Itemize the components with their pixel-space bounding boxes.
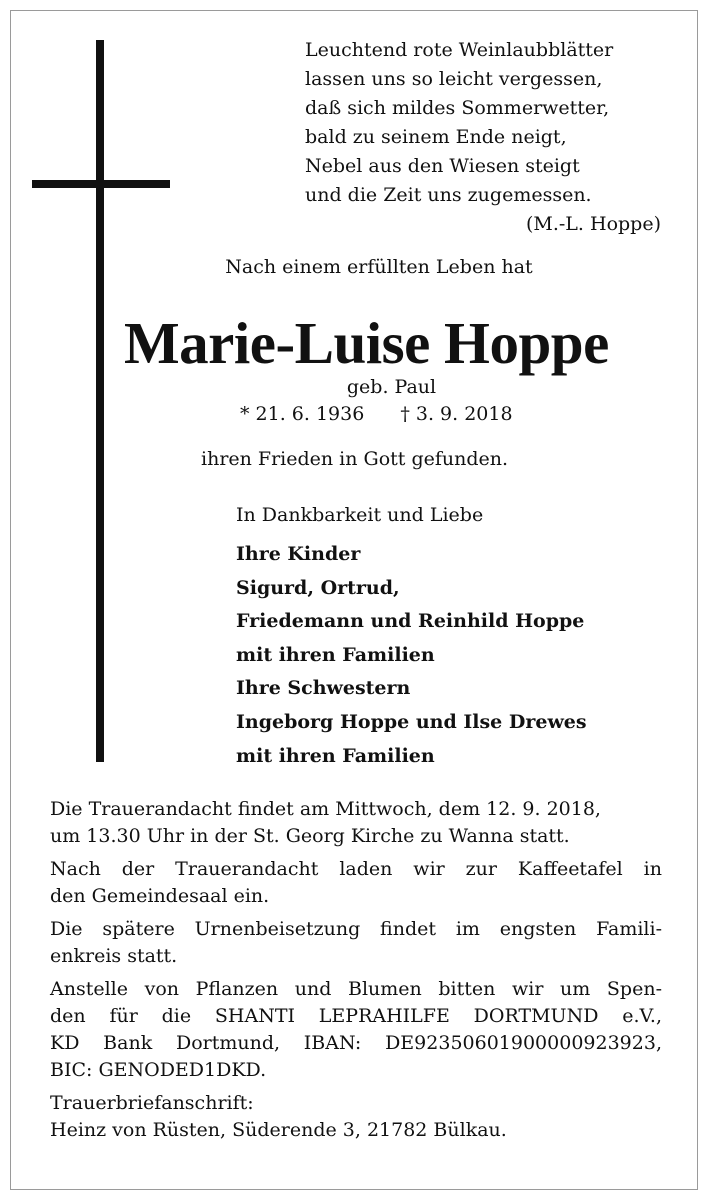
address-text: Heinz von Rüsten, Süderende 3, 21782 Bülkau. xyxy=(50,1119,507,1141)
service-paragraph xyxy=(50,796,662,850)
service-line: Die Trauerandacht findet am Mittwoch, dem 12. 9. 2018, xyxy=(50,798,601,820)
mourner-line: Ingeborg Hoppe und Ilse Drewes xyxy=(236,710,587,733)
service-line: um 13.30 Uhr in der St. Georg Kirche zu Wanna statt. xyxy=(50,825,570,847)
cross-horizontal-bar xyxy=(32,180,170,188)
burial-line: enkreis statt. xyxy=(50,945,178,967)
coffee-line: den Gemeindesaal ein. xyxy=(50,885,270,907)
intro-text: Nach einem erfüllten Leben hat xyxy=(225,256,533,278)
burial-paragraph xyxy=(50,916,662,970)
donation-line: den für die SHANTI LEPRAHILFE DORTMUND e.V., xyxy=(50,1005,662,1027)
closing-text: ihren Frieden in Gott gefunden. xyxy=(201,448,509,470)
poem-line: Leuchtend rote Weinlaubblätter xyxy=(305,39,614,61)
poem-line: daß sich mildes Sommerwetter, xyxy=(305,97,610,119)
address-label: Trauerbriefanschrift: xyxy=(50,1092,254,1114)
mourners-list xyxy=(236,538,587,773)
coffee-line: Nach der Trauerandacht laden wir zur Kaffeetafel in xyxy=(50,858,662,880)
donation-line: Anstelle von Pflanzen und Blumen bitten wir um Spen- xyxy=(50,978,662,1000)
mourner-line: mit ihren Familien xyxy=(236,744,435,767)
donation-paragraph xyxy=(50,976,662,1084)
address-paragraph xyxy=(50,1090,662,1144)
mourner-line: mit ihren Familien xyxy=(236,643,435,666)
birth-name: geb. Paul xyxy=(346,376,437,398)
poem-line: Nebel aus den Wiesen steigt xyxy=(305,155,580,177)
poem-line: lassen uns so leicht vergessen, xyxy=(305,68,603,90)
burial-line: Die spätere Urnenbeisetzung findet im engsten Famili- xyxy=(50,918,662,940)
life-dates xyxy=(240,403,513,425)
donation-line: KD Bank Dortmund, IBAN: DE92350601900000923923, xyxy=(50,1032,662,1054)
deceased-name: Marie-Luise Hoppe xyxy=(124,310,609,376)
mourners-heading: In Dankbarkeit und Liebe xyxy=(236,504,484,526)
birth-date: * 21. 6. 1936 xyxy=(240,403,365,425)
donation-line: BIC: GENODED1DKD. xyxy=(50,1059,267,1081)
cross-vertical-bar xyxy=(96,40,104,762)
mourner-line: Ihre Kinder xyxy=(236,543,361,565)
poem-line: und die Zeit uns zugemessen. xyxy=(305,184,592,206)
coffee-paragraph xyxy=(50,856,662,910)
details-section xyxy=(50,796,662,1150)
mourner-line: Friedemann und Reinhild Hoppe xyxy=(236,610,585,633)
poem-line: bald zu seinem Ende neigt, xyxy=(305,126,567,148)
poem xyxy=(305,36,661,239)
mourner-line: Ihre Schwestern xyxy=(236,677,411,700)
mourner-line: Sigurd, Ortrud, xyxy=(236,576,400,599)
death-date: † 3. 9. 2018 xyxy=(400,403,513,425)
poem-author: (M.-L. Hoppe) xyxy=(525,213,661,235)
